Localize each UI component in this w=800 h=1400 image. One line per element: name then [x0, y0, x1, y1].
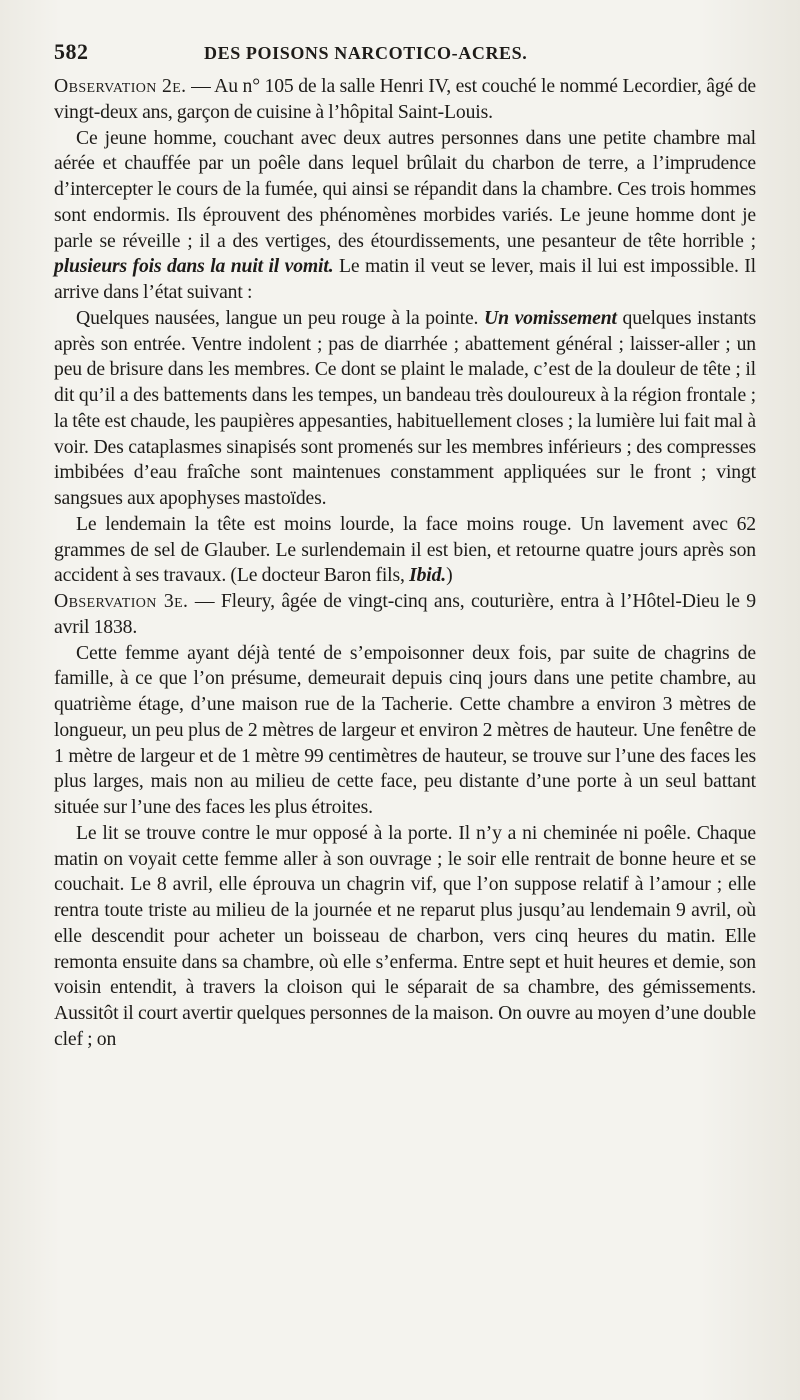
- paragraph-text: quelques instants après son entrée. Ventre indolent ; pas de diarrhée ; abattement général ; laisser-aller ; un peu de brisure dans les membres. Ce dont se plaint le malade, c’est de la douleur de tête ; il dit qu’il a des battements dans les tempes, un bandeau très douloureux à la région frontale ; la tête est chaude, les paupières appesanties, habituellement closes ; la lumière lui fait mal à voir. Des cataplasmes sinapisés sont promenés sur les membres inférieurs ; des compresses imbibées d’eau fraîche sont maintenues constamment appliquées sur le front ; vingt sangsues aux apophyses mastoïdes.: [54, 306, 756, 509]
- paragraph-text: — Au n° 105 de la salle Henri IV, est couché le nommé Lecordier, âgé de vingt-deux ans, garçon de cuisine à l’hôpital Saint-Louis.: [54, 75, 756, 123]
- paragraph: [54, 512, 756, 589]
- paragraph-text: Quelques nausées, langue un peu rouge à la pointe.: [76, 306, 485, 329]
- paragraph-text: Ce jeune homme, couchant avec deux autres personnes dans une petite chambre mal aérée et chauffée par un poêle dans lequel brûlait du charbon de terre, a l’imprudence d’intercepter le cours de la fumée, qui ainsi se répandit dans la chambre. Ces trois hommes sont endormis. Ils éprouvent des phénomènes morbides variés. Le jeune homme dont je parle se réveille ; il a des vertiges, des étourdissements, une pesanteur de tête horrible ;: [54, 126, 756, 252]
- running-header: [54, 30, 756, 74]
- emphasized-text: Un vomissement: [484, 306, 617, 329]
- paragraph: [54, 126, 756, 306]
- emphasized-text: Ibid.: [409, 564, 447, 587]
- paragraph-text: Le lendemain la tête est moins lourde, la face moins rouge. Un lavement avec 62 grammes de sel de Glauber. Le surlendemain il est bien, et retourne quatre jours après son accident à ses travaux. (Le docteur Baron fils,: [54, 512, 756, 587]
- emphasized-text: plusieurs fois dans la nuit il vomit.: [54, 255, 334, 278]
- paragraph-text: Le lit se trouve contre le mur opposé à la porte. Il n’y a ni cheminée ni poêle. Chaque matin on voyait cette femme aller à son ouvrage ; le soir elle rentrait de bonne heure et se couchait. Le 8 avril, elle éprouva un chagrin vif, que l’on suppose relatif à l’amour ; elle rentra toute triste au milieu de la journée et ne reparut plus jusqu’au lendemain 9 avril, où elle descendit pour acheter un boisseau de charbon, vers cinq heures du matin. Elle remonta ensuite dans sa chambre, où elle s’enferma. Entre sept et huit heures et demie, son voisin entendit, à travers la cloison qui le séparait de sa chambre, des gémissements. Aussitôt il court avertir quelques personnes de la maison. On ouvre au moyen d’une double clef ; on: [54, 821, 756, 1050]
- observation-2-heading-paragraph: [54, 74, 756, 126]
- observation-label: Observation 2e.: [54, 75, 187, 97]
- paragraph: [54, 641, 756, 821]
- observation-3-heading-paragraph: [54, 589, 756, 641]
- running-title: DES POISONS NARCOTICO-ACRES.: [204, 43, 528, 63]
- paragraph-text: ): [446, 564, 453, 587]
- paragraph-text: Cette femme ayant déjà tenté de s’empoisonner deux fois, par suite de chagrins de famille, à ce que l’on présume, demeurait depuis cinq jours dans une petite chambre, au quatrième étage, d’une maison rue de la Tacherie. Cette chambre a environ 3 mètres de longueur, un peu plus de 2 mètres de largeur et environ 2 mètres de hauteur. Une fenêtre de 1 mètre de largeur et de 1 mètre 99 centimètres de hauteur, se trouve sur l’une des faces les plus larges, mais non au milieu de cette face, peu distante d’une porte à un seul battant située sur l’une des faces les plus étroites.: [54, 641, 756, 818]
- paragraph: [54, 821, 756, 1053]
- paragraph-text: Le matin il veut se lever, mais il lui est impossible. Il arrive dans l’état suivant :: [54, 255, 756, 303]
- observation-label: Observation 3e.: [54, 590, 189, 612]
- paragraph: [54, 306, 756, 512]
- body-text: [54, 74, 756, 1053]
- paragraph-text: — Fleury, âgée de vingt-cinq ans, couturière, entra à l’Hôtel-Dieu le 9 avril 1838.: [54, 590, 756, 638]
- page-number: 582: [54, 39, 89, 64]
